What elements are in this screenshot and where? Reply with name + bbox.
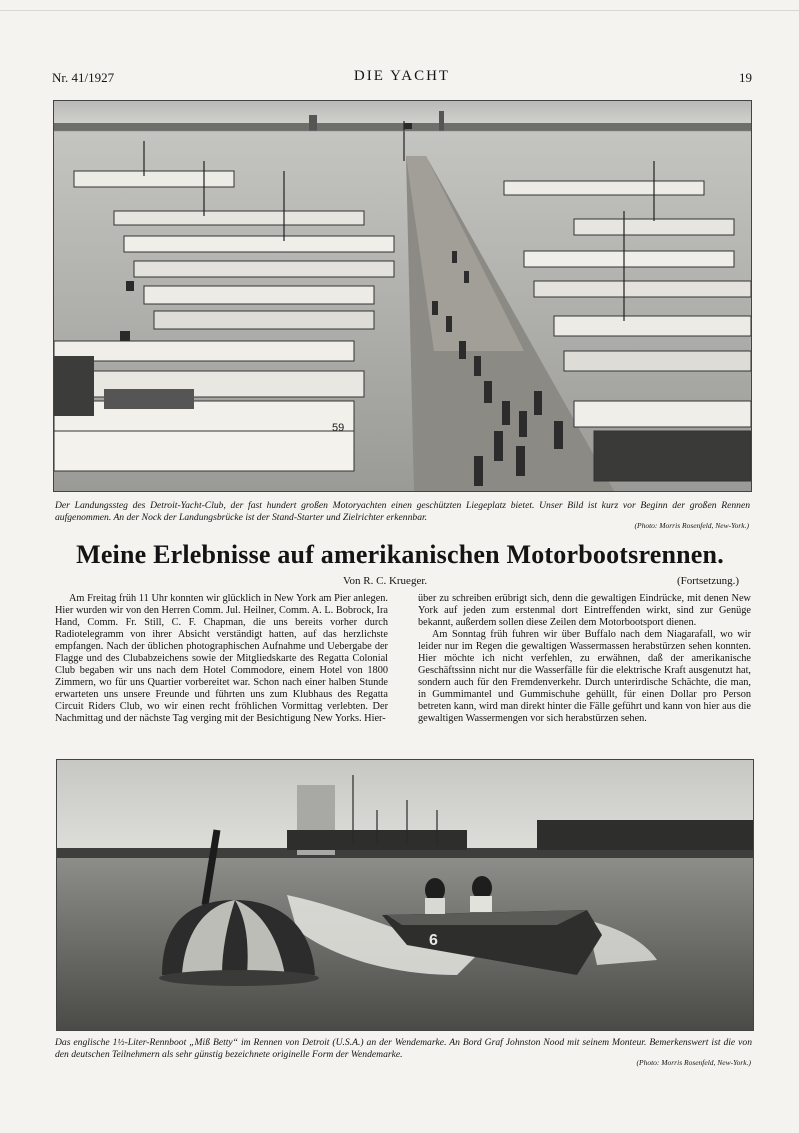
figure1-caption: Der Landungssteg des Detroit-Yacht-Club, der fast hundert großen Motoryachten einen geschützten Liegeplatz bietet. Unser Bild ist kurz vor Beginn der großen Rennen aufgenommen. An der Nock der Landungsbrücke ist der Stand-Starter und Zielrichter erkennbar. bbox=[55, 500, 750, 523]
photo-yacht-club-pier bbox=[53, 100, 752, 492]
paragraph: Am Sonntag früh fuhren wir über Buffalo nach dem Niagarafall, wo wir leider nur im Regen die gewaltigen Wassermassen herabstürzen sehen konnten. Hier möchte ich nicht verfehlen, zu erwähnen, daß der amerikanische Geschäftssinn nicht nur die Wasserfälle für die elektrische Kraft ausgenutzt hat, sondern auch für den Fremdenverkehr. Durch unterirdische Schächte, die man, in Gummimantel und Gummischuhe gehüllt, für einen Dollar pro Person betreten kann, wird man direkt hinter die Fälle geführt und kann von hier aus die gewaltigen Wassermengen vor sich herabstürzen sehen. bbox=[418, 628, 751, 724]
pier-photo-drawing bbox=[54, 101, 751, 491]
running-header bbox=[52, 68, 752, 90]
paragraph: über zu schreiben erübrigt sich, denn die gewaltigen Eindrücke, mit denen New York auf jeden zum erstenmal dort Eintreffenden wirkt, sind zur Genüge bekannt, außerdem sollen diese Zeilen dem Motorbootsport dienen. bbox=[418, 593, 751, 628]
journal-title: DIE YACHT bbox=[353, 68, 451, 84]
article-title: Meine Erlebnisse auf amerikanischen Motorbootsrennen. bbox=[76, 540, 724, 569]
boat-number-59: 59 bbox=[332, 422, 345, 434]
photo-race-boat-turning-mark bbox=[56, 759, 754, 1031]
page-number: 19 bbox=[739, 70, 752, 85]
continuation-note: (Fortsetzung.) bbox=[676, 575, 739, 587]
byline bbox=[0, 575, 799, 589]
figure1-photo-credit: (Photo: Morris Rosenfeld, New-York.) bbox=[634, 521, 749, 530]
race-photo-drawing bbox=[57, 760, 753, 1030]
article-author: Von R. C. Krueger. bbox=[343, 575, 428, 587]
boat-number-6: 6 bbox=[429, 932, 438, 949]
issue-number: Nr. 41/1927 bbox=[52, 70, 115, 85]
paragraph: Am Freitag früh 11 Uhr konnten wir glücklich in New York am Pier anlegen. Hier wurden wir von den Herren Comm. Jul. Heilner, Comm. A. L. Bobrock, Ira Hand, Comm. Fr. Still, C. F. Chapman, die uns bereits vorher durch Radiotelegramm von ihrer Absicht verständigt hatten, auf das herzlichste empfangen. Nach der üblichen photographischen Aufnahme und Uebergabe der Flagge und des Clubabzeichens sowie der Mitgliedskarte des Regatta Colonial Club begaben wir uns nach dem Hotel Commodore, einem Hotel von 1800 Zimmern, wo für uns Quartier vorbereitet war. Schon nach einer halben Stunde erwarteten uns unsere Freunde und führten uns zum Klubhaus des Regatta Circuit Riders Club, wo wir einen recht fröhlichen Vormittag verlebten. Der Nachmittag und der nächste Tag verging mit der Besichtigung New Yorks. Hier- bbox=[55, 593, 388, 724]
figure2-caption: Das englische 1½-Liter-Rennboot „Miß Betty“ im Rennen von Detroit (U.S.A.) an der Wendemarke. An Bord Graf Johnston Nood mit seinem Monteur. Bemerkenswert ist die von den deutschen Teilnehmern als sehr günstig bezeichnete originelle Form der Wendemarke. bbox=[55, 1037, 752, 1060]
article-column-left bbox=[55, 593, 388, 724]
page-edge-line bbox=[0, 10, 799, 11]
article-column-right bbox=[418, 593, 751, 724]
figure2-photo-credit: (Photo: Morris Rosenfeld, New-York.) bbox=[636, 1058, 751, 1067]
